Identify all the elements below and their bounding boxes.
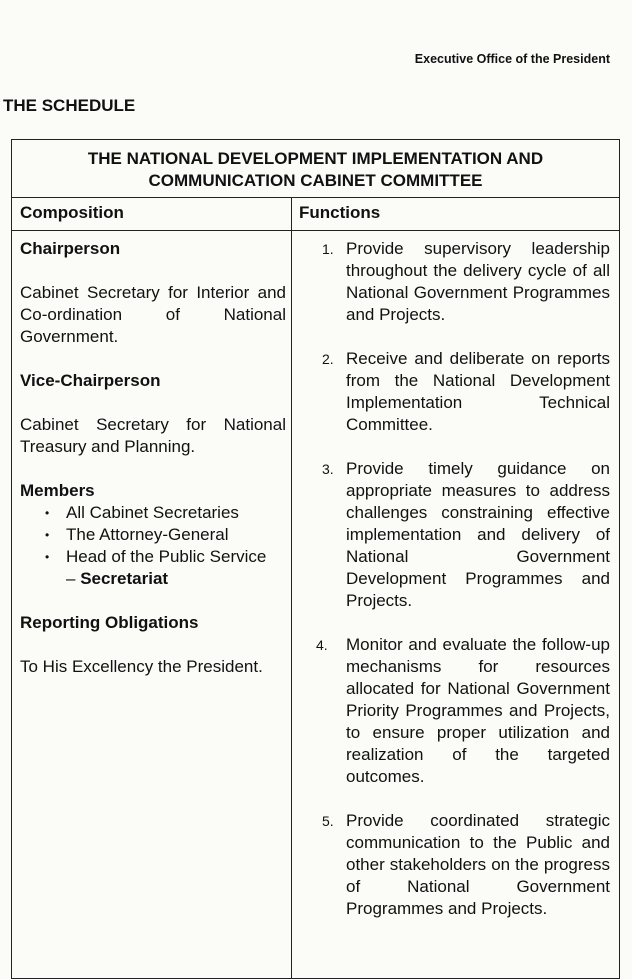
functions-column — [310, 238, 610, 920]
column-divider — [291, 198, 292, 978]
schedule-title: THE SCHEDULE — [3, 96, 136, 115]
office-header: Executive Office of the President — [414, 52, 610, 66]
function-text: Monitor and evaluate the follow-up mechanisms for resources allocated for National Government Priority Programmes and Projects, to ensure proper utilization and realization of the targeted outcomes. — [346, 635, 610, 786]
reporting-text: To His Excellency the President. — [20, 657, 263, 676]
function-number: 2. — [322, 351, 334, 367]
list-item: • The Attorney-General — [45, 525, 229, 544]
chairperson-text: Cabinet Secretary for Interior and Co-ordination of National Government. — [20, 283, 286, 346]
list-item: • All Cabinet Secretaries — [45, 503, 239, 522]
bullet-icon: • — [45, 528, 50, 542]
bullet-icon: • — [45, 550, 50, 564]
function-item — [310, 458, 610, 612]
function-text: Provide coordinated strategic communication to the Public and other stakeholders on the progress of National Government Programmes and Projects. — [346, 811, 610, 918]
secretariat-label: Secretariat — [80, 569, 169, 588]
composition-column — [20, 238, 286, 678]
chairperson-heading: Chairperson — [20, 239, 121, 258]
vice-chairperson-text: Cabinet Secretary for National Treasury and Planning. — [20, 415, 286, 456]
function-number: 3. — [322, 461, 334, 477]
composition-header: Composition — [20, 203, 124, 222]
function-item — [310, 810, 610, 920]
members-list — [20, 502, 286, 590]
header-divider — [12, 230, 619, 231]
members-heading: Members — [20, 481, 95, 500]
function-item — [310, 634, 610, 788]
function-item — [310, 348, 610, 436]
function-number: 1. — [322, 241, 334, 257]
function-text: Provide supervisory leadership throughout the delivery cycle of all National Government Programmes and Projects. — [346, 239, 610, 324]
list-item: • Head of the Public Service — [45, 547, 267, 566]
secretariat-line: – Secretariat — [66, 569, 169, 588]
committee-table — [11, 139, 620, 979]
function-number: 5. — [322, 813, 334, 829]
functions-header: Functions — [299, 203, 381, 222]
function-text: Provide timely guidance on appropriate measures to address challenges constraining effective implementation and delivery of National Government Development Programmes and Projects. — [346, 459, 610, 610]
bullet-icon: • — [45, 506, 50, 520]
function-item — [310, 238, 610, 326]
function-text: Receive and deliberate on reports from the National Development Implementation Technical Committee. — [346, 349, 610, 434]
table-title-line-1: THE NATIONAL DEVELOPMENT IMPLEMENTATION AND — [87, 149, 544, 168]
function-number: 4. — [316, 637, 328, 653]
vice-chairperson-heading: Vice-Chairperson — [20, 371, 161, 390]
table-title — [12, 140, 619, 198]
reporting-heading: Reporting Obligations — [20, 613, 199, 632]
table-title-line-2: COMMUNICATION CABINET COMMITTEE — [148, 171, 483, 190]
